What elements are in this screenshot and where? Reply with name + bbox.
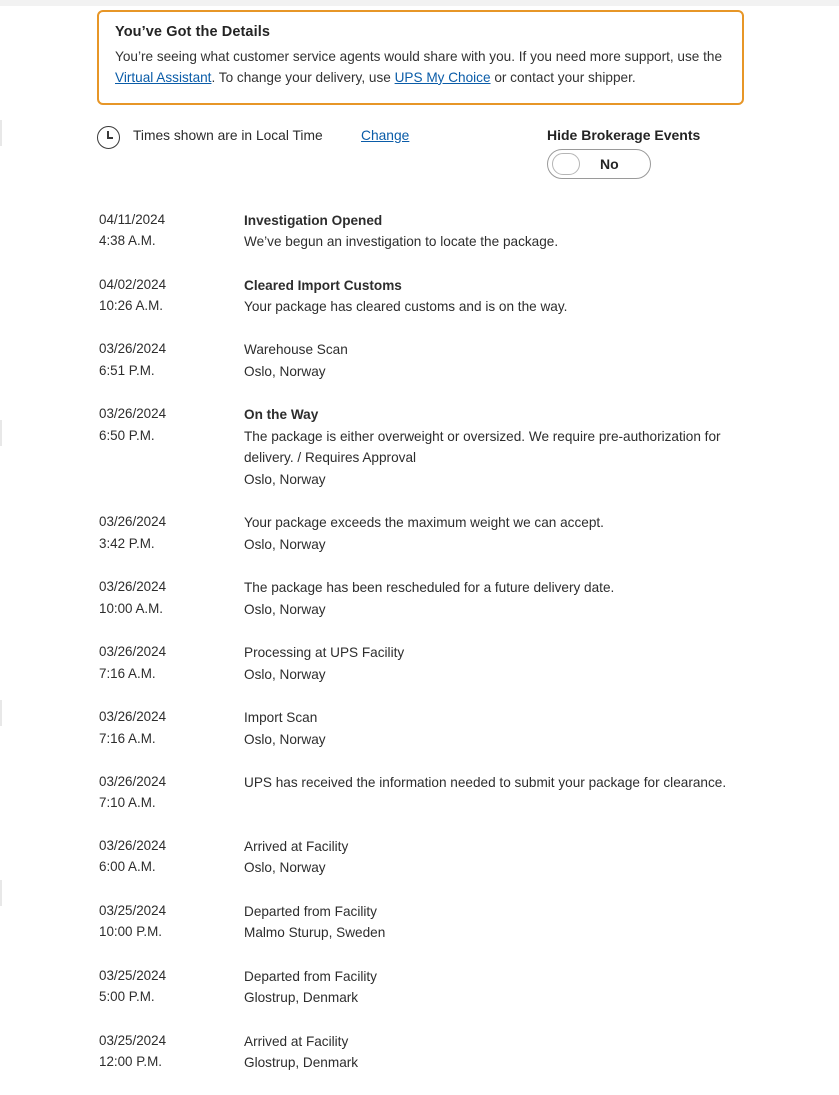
- event-title: Warehouse Scan: [244, 342, 348, 358]
- event-time: 6:50 P.M.: [99, 427, 155, 443]
- event-details: [244, 900, 744, 944]
- event-date: 03/25/2024: [99, 902, 167, 918]
- event-details: [244, 835, 744, 879]
- details-alert-banner: [97, 10, 744, 105]
- event-location: Oslo, Norway: [244, 731, 326, 747]
- event-details: [244, 403, 744, 490]
- toggle-value-label: No: [600, 155, 619, 172]
- event-date: 03/25/2024: [99, 1032, 167, 1048]
- event-datetime: [99, 965, 244, 1009]
- list-item: [99, 274, 839, 318]
- list-item: [99, 403, 839, 490]
- event-date: 03/26/2024: [99, 837, 167, 853]
- event-details: [244, 706, 744, 750]
- list-item: [99, 835, 839, 879]
- event-title: Departed from Facility: [244, 903, 377, 919]
- event-details: [244, 965, 744, 1009]
- event-location: Oslo, Norway: [244, 471, 326, 487]
- event-date: 03/26/2024: [99, 341, 167, 357]
- event-description: We’ve begun an investigation to locate the package.: [244, 234, 559, 250]
- event-datetime: [99, 1030, 244, 1074]
- time-settings-row: [0, 125, 839, 181]
- event-time: 4:38 A.M.: [99, 233, 156, 249]
- event-title: On the Way: [244, 407, 319, 423]
- event-datetime: [99, 511, 244, 555]
- event-title: Arrived at Facility: [244, 1033, 349, 1049]
- event-time: 10:00 A.M.: [99, 600, 164, 616]
- event-date: 03/26/2024: [99, 406, 167, 422]
- event-time: 3:42 P.M.: [99, 535, 155, 551]
- event-location: Glostrup, Denmark: [244, 1055, 359, 1071]
- event-title: UPS has received the information needed to submit your package for clearance.: [244, 775, 727, 791]
- event-date: 03/26/2024: [99, 709, 167, 725]
- event-title: Your package exceeds the maximum weight we can accept.: [244, 515, 604, 531]
- event-time: 10:00 P.M.: [99, 924, 163, 940]
- event-time: 10:26 A.M.: [99, 297, 164, 313]
- event-datetime: [99, 771, 244, 814]
- event-details: [244, 1030, 744, 1074]
- list-item: [99, 706, 839, 750]
- list-item: [99, 965, 839, 1009]
- event-title: Import Scan: [244, 710, 318, 726]
- event-date: 03/26/2024: [99, 579, 167, 595]
- event-details: [244, 338, 744, 382]
- event-datetime: [99, 338, 244, 382]
- event-location: Oslo, Norway: [244, 363, 326, 379]
- event-date: 04/02/2024: [99, 276, 167, 292]
- hide-brokerage-events-label: Hide Brokerage Events: [547, 126, 701, 143]
- tracking-events-list: [0, 209, 839, 1074]
- alert-title: You’ve Got the Details: [115, 24, 271, 40]
- event-time: 6:51 P.M.: [99, 362, 155, 378]
- alert-text-3: or contact your shipper.: [490, 69, 636, 85]
- event-details: [244, 771, 744, 814]
- event-time: 5:00 P.M.: [99, 989, 155, 1005]
- event-details: [244, 511, 744, 555]
- event-details: [244, 576, 744, 620]
- virtual-assistant-link[interactable]: Virtual Assistant: [115, 69, 212, 85]
- list-item: [99, 511, 839, 555]
- event-location: Glostrup, Denmark: [244, 990, 359, 1006]
- local-time-label: Times shown are in Local Time: [133, 127, 323, 143]
- alert-text-1: You’re seeing what customer service agents would share with you. If you need more support, use the: [115, 49, 723, 64]
- clock-icon: [97, 126, 120, 149]
- event-details: [244, 641, 744, 685]
- event-datetime: [99, 641, 244, 685]
- event-location: Oslo, Norway: [244, 860, 326, 876]
- event-title: Arrived at Facility: [244, 838, 349, 854]
- event-date: 03/26/2024: [99, 644, 167, 660]
- ups-my-choice-link[interactable]: UPS My Choice: [394, 69, 491, 85]
- event-title: Departed from Facility: [244, 968, 377, 984]
- event-datetime: [99, 403, 244, 490]
- event-location: Oslo, Norway: [244, 666, 326, 682]
- event-time: 6:00 A.M.: [99, 859, 156, 875]
- event-datetime: [99, 706, 244, 750]
- event-date: 04/11/2024: [99, 211, 166, 227]
- event-details: [244, 209, 744, 253]
- event-time: 12:00 P.M.: [99, 1054, 163, 1070]
- event-time: 7:10 A.M.: [99, 795, 156, 811]
- list-item: [99, 771, 839, 814]
- hide-brokerage-events-toggle[interactable]: [547, 149, 651, 179]
- event-description: The package is either overweight or oversized. We require pre-authorization for delivery. / Requires Approval: [244, 428, 721, 466]
- event-title: Investigation Opened: [244, 212, 383, 228]
- list-item: [99, 576, 839, 620]
- event-date: 03/25/2024: [99, 967, 167, 983]
- list-item: [99, 209, 839, 253]
- event-location: Oslo, Norway: [244, 536, 326, 552]
- change-time-link[interactable]: Change: [361, 127, 410, 143]
- list-item: [99, 1030, 839, 1074]
- event-datetime: [99, 576, 244, 620]
- event-datetime: [99, 209, 244, 253]
- alert-text-2: . To change your delivery, use: [211, 69, 395, 85]
- event-title: The package has been rescheduled for a future delivery date.: [244, 580, 615, 596]
- event-date: 03/26/2024: [99, 774, 167, 790]
- event-title: Cleared Import Customs: [244, 277, 402, 293]
- list-item: [99, 900, 839, 944]
- event-datetime: [99, 835, 244, 879]
- page-content: [0, 6, 839, 1095]
- event-location: Oslo, Norway: [244, 601, 326, 617]
- event-datetime: [99, 274, 244, 318]
- event-details: [244, 274, 744, 318]
- event-time: 7:16 A.M.: [99, 730, 156, 746]
- event-location: Malmo Sturup, Sweden: [244, 925, 386, 941]
- list-item: [99, 641, 839, 685]
- list-item: [99, 338, 839, 382]
- event-time: 7:16 A.M.: [99, 665, 156, 681]
- toggle-knob: [552, 153, 580, 175]
- alert-body: [115, 47, 726, 89]
- event-description: Your package has cleared customs and is on the way.: [244, 299, 568, 314]
- event-date: 03/26/2024: [99, 514, 167, 530]
- event-title: Processing at UPS Facility: [244, 645, 405, 661]
- event-datetime: [99, 900, 244, 944]
